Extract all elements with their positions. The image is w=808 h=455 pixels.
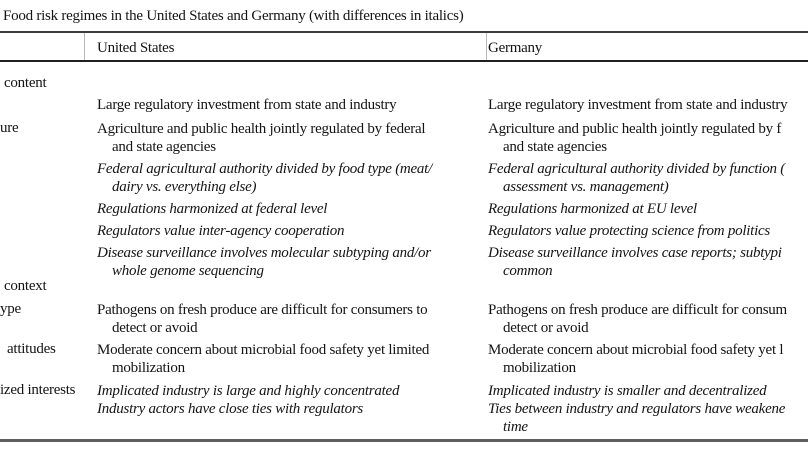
cell-us (97, 96, 396, 114)
cell-line: Regulations harmonized at EU level (488, 201, 697, 217)
cell-line: Implicated industry is smaller and decentralized (488, 383, 767, 399)
header-column-divider-left (84, 33, 85, 60)
cell-line: Federal agricultural authority divided by function ( (488, 161, 785, 177)
cell-line: assessment vs. management) (503, 179, 669, 195)
cell-line: Agriculture and public health jointly regulated by f (488, 121, 782, 137)
cell-germany (488, 301, 787, 337)
cell-us (97, 341, 429, 377)
row-label: ure (0, 120, 19, 136)
cell-line: Moderate concern about microbial food safety yet limited (97, 342, 430, 358)
cell-line: Industry actors have close ties with regulators (97, 401, 363, 417)
cell-germany (488, 382, 785, 436)
cell-line: mobilization (503, 360, 576, 376)
cell-line: Regulators value protecting science from politics (488, 223, 770, 239)
table-title: Food risk regimes in the United States and Germany (with differences in italics) (3, 8, 464, 24)
cell-line: and state agencies (112, 139, 216, 155)
cell-line: dairy vs. everything else) (112, 179, 257, 195)
row-label: attitudes (7, 341, 56, 357)
cell-line: mobilization (112, 360, 185, 376)
cell-line: time (503, 419, 528, 435)
column-header-germany: Germany (488, 40, 543, 56)
bottom-rule (0, 439, 808, 442)
cell-line: Pathogens on fresh produce are difficult for consum (488, 302, 787, 318)
cell-line: Disease surveillance involves case reports; subtypi (488, 245, 782, 261)
cell-line: whole genome sequencing (112, 263, 264, 279)
cell-line: Moderate concern about microbial food safety yet l (488, 342, 784, 358)
cell-line: Regulations harmonized at federal level (97, 201, 328, 217)
cell-us (97, 382, 399, 418)
cell-line: Large regulatory investment from state and industry (488, 97, 788, 113)
cell-line: Federal agricultural authority divided by food type (meat/ (97, 161, 433, 177)
cell-line: Large regulatory investment from state and industry (97, 97, 397, 113)
row-label: ized interests (0, 382, 76, 398)
top-rule (0, 31, 808, 33)
cell-line: detect or avoid (503, 320, 589, 336)
cell-line: Disease surveillance involves molecular subtyping and/or (97, 245, 431, 261)
cell-line: Agriculture and public health jointly regulated by federal (97, 121, 426, 137)
cell-line: and state agencies (503, 139, 607, 155)
cell-line: Ties between industry and regulators have weakene (488, 401, 786, 417)
cell-line: Pathogens on fresh produce are difficult for consumers to (97, 302, 428, 318)
cell-germany (488, 341, 783, 377)
cell-line: Implicated industry is large and highly concentrated (97, 383, 400, 399)
cell-line: detect or avoid (112, 320, 198, 336)
column-header-united-states: United States (97, 40, 175, 56)
header-column-divider-right (486, 33, 487, 60)
row-label: content (4, 75, 47, 91)
cell-line: common (503, 263, 553, 279)
row-label: ype (0, 301, 21, 317)
cell-us (97, 120, 432, 280)
cell-germany (488, 120, 785, 280)
header-rule (0, 60, 808, 62)
row-label: context (4, 278, 47, 294)
cell-us (97, 301, 427, 337)
cell-germany (488, 96, 787, 114)
cell-line: Regulators value inter-agency cooperation (97, 223, 345, 239)
